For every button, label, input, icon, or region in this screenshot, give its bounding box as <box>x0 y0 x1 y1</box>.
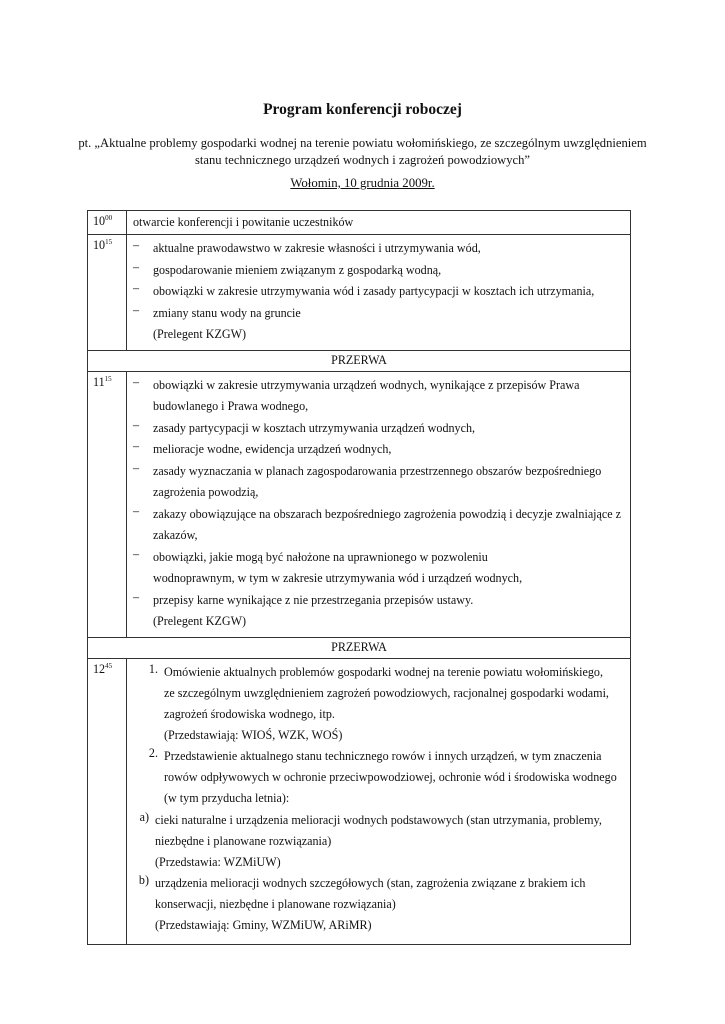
item-number: 1. <box>148 661 158 676</box>
item-text: konserwacji, niezbędne i planowane rozwiązania) <box>155 896 396 911</box>
item-text: cieki naturalne i urządzenia melioracji wodnych podstawowych (stan utrzymania, problemy, <box>155 812 602 827</box>
lettered-item <box>133 810 626 831</box>
session-content <box>127 658 631 944</box>
list-item: – obowiązki w zakresie utrzymywania urządzeń wodnych, wynikające z przepisów Prawa budowlanego i Prawa wodnego, <box>133 374 580 413</box>
session-row <box>88 658 631 944</box>
session-content <box>127 211 631 235</box>
item-text: niezbędne i planowane rozwiązania) <box>155 833 332 848</box>
list-item: – zmiany stanu wody na gruncie <box>133 302 301 320</box>
session-row <box>88 371 631 637</box>
session-time: $11^{15}$ <box>88 371 127 637</box>
presenter: (Przedstawiają: Gminy, WZMiUW, ARiMR) <box>155 917 372 932</box>
subtitle-line: pt. „Aktualne problemy gospodarki wodnej na terenie powiatu wołomińskiego, ze szczególnym uwzględnieniem <box>78 136 647 150</box>
item-text: zagrożeń środowiska wodnego, itp. <box>164 706 335 721</box>
session-time: $10^{15}$ <box>88 235 127 351</box>
break-label: PRZERWA <box>88 350 631 371</box>
item-text: rowów odpływowych w ochronie przeciwpowodziowej, ochronie wód i środowiska wodnego <box>164 769 617 784</box>
item-text: (w tym przyducha letnia): <box>164 790 290 805</box>
item-text: ze szczególnym uwzględnieniem zagrożeń powodziowych, racjonalnej gospodarki wodami, <box>164 685 609 700</box>
item-number: 2. <box>148 745 158 760</box>
presenter: (Przedstawiają: WIOŚ, WZK, WOŚ) <box>164 727 343 742</box>
numbered-item <box>133 662 626 683</box>
list-item: – zakazy obowiązujące na obszarach bezpośredniego zagrożenia powodzią i decyzje zwalniające z zakazów, <box>133 503 622 542</box>
list-item: – obowiązki w zakresie utrzymywania wód i zasady partycypacji w kosztach ich utrzymania, <box>133 281 595 298</box>
presenter: (Przedstawia: WZMiUW) <box>155 854 281 869</box>
lettered-item <box>133 873 626 894</box>
break-row <box>88 350 631 371</box>
presenter: (Prelegent KZGW) <box>153 614 247 628</box>
list-item: – obowiązki, jakie mogą być nałożone na uprawnionego w pozwoleniu wodnoprawnym, w tym w zakresie utrzymywania wód i urządzeń wodnych, <box>133 546 523 585</box>
item-text: urządzenia melioracji wodnych szczegółowych (stan, zagrożenia związane z brakiem ich <box>155 875 586 890</box>
break-row <box>88 637 631 658</box>
item-text: Przedstawienie aktualnego stanu technicznego rowów i innych urządzeń, w tym znaczenia <box>164 748 602 763</box>
document-title: Program konferencji roboczej <box>263 101 462 118</box>
session-content <box>127 235 631 351</box>
list-item: – gospodarowanie mieniem związanym z gospodarką wodną, <box>133 259 442 277</box>
session-time: $10^{00}$ <box>88 211 127 235</box>
item-letter: b) <box>138 872 149 887</box>
list-item: – zasady wyznaczania w planach zagospodarowania przestrzennego obszarów bezpośredniego zagrożenia powodzią, <box>133 460 602 499</box>
subtitle-line: stanu technicznego urządzeń wodnych i zagrożeń powodziowych” <box>195 153 530 167</box>
list-item: – melioracje wodne, ewidencja urządzeń wodnych, <box>133 439 392 456</box>
break-label: PRZERWA <box>88 637 631 658</box>
item-letter: a) <box>139 809 149 824</box>
session-text: otwarcie konferencji i powitanie uczestników <box>133 215 354 229</box>
item-text: Omówienie aktualnych problemów gospodarki wodnej na terenie powiatu wołomińskiego, <box>164 664 603 679</box>
program-table <box>87 210 631 945</box>
session-row <box>88 211 631 235</box>
numbered-item <box>133 746 626 767</box>
list-item: – aktualne prawodawstwo w zakresie własności i utrzymywania wód, <box>133 238 481 255</box>
place-date: Wołomin, 10 grudnia 2009r. <box>290 176 435 190</box>
list-item: – przepisy karne wynikające z nie przestrzegania przepisów ustawy. <box>133 589 474 607</box>
list-item: – zasady partycypacji w kosztach utrzymywania urządzeń wodnych, <box>133 417 476 435</box>
session-time: $12^{45}$ <box>88 658 127 944</box>
session-row <box>88 235 631 351</box>
session-content <box>127 371 631 637</box>
document-subtitle <box>60 135 665 169</box>
presenter: (Prelegent KZGW) <box>153 327 247 341</box>
